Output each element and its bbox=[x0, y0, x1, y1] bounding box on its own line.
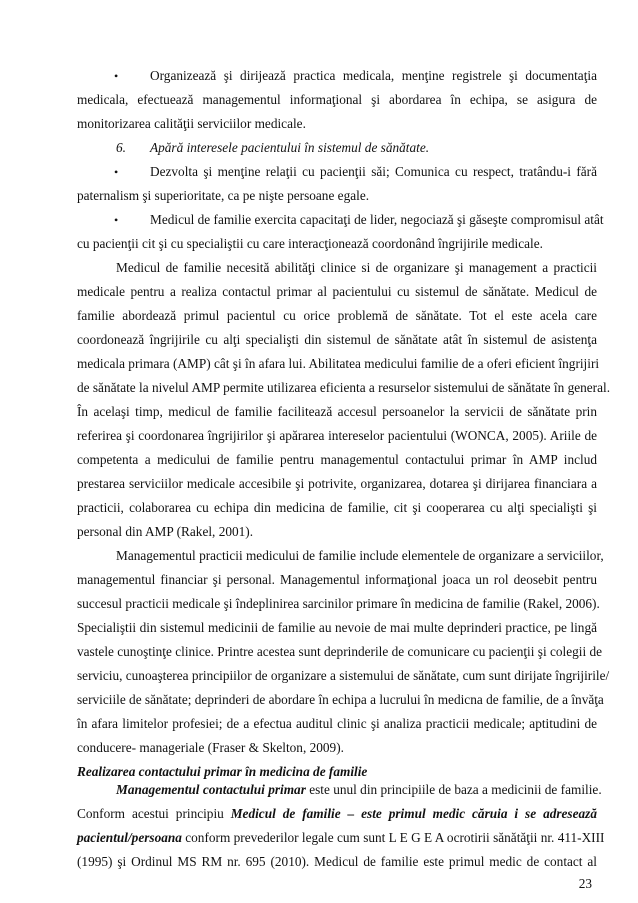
text-span: Conform acestui principiu bbox=[77, 806, 231, 821]
text-line: monitorizarea calităţii serviciilor medicale. bbox=[77, 116, 306, 131]
text-line bbox=[77, 806, 597, 822]
text-span: este unul din principiile de baza a medicinii de familie. bbox=[305, 782, 602, 797]
emphasis-term: Medicul de familie – este primul medic căruia i se adresează bbox=[230, 806, 597, 821]
text-line: practicii, colaborarea cu echipa din medicina de familie, cit şi cooperarea cu alţi specialişti şi bbox=[77, 500, 597, 515]
text-line: Apără interesele pacientului în sistemul de sănătate. bbox=[150, 140, 430, 155]
text-line: (1995) şi Ordinul MS RM nr. 695 (2010). Medicul de familie este primul medic de contact al bbox=[77, 854, 597, 869]
text-line: Managementul practicii medicului de familie include elementele de organizare a serviciilor, bbox=[116, 548, 604, 563]
text-line: în afara limitelor profesiei; de a efectua auditul clinic şi analiza practicii medicale; aptitudini de bbox=[77, 716, 597, 731]
text-line: familie abordează primul pacientul cu orice problemă de sănătate. Tot el este acela care bbox=[77, 308, 597, 323]
text-line: referirea şi coordonarea îngrijirilor şi apărarea intereselor pacientului (WONCA, 2005). Ariile de bbox=[77, 428, 597, 443]
text-line: paternalism şi superioritate, ca pe nişte persoane egale. bbox=[77, 188, 370, 203]
item-number: 6. bbox=[116, 140, 126, 155]
text-line: serviciile de sănătate; deprinderi de abordare în echipa a lucrului în medicna de familie, de a învăţa bbox=[77, 692, 604, 707]
section-heading: Realizarea contactului primar în medicina de familie bbox=[77, 764, 368, 779]
text-line: cu pacienţii cit şi cu specialiştii cu care interacţionează coordonând îngrijirile medicale. bbox=[77, 236, 543, 251]
text-line bbox=[116, 782, 602, 798]
text-line: medicala, efectuează managementul informaţional şi abordarea în echipa, se asigura de bbox=[77, 92, 597, 107]
text-line: serviciu, cunoaşterea principiilor de organizare a sistemului de sănătate, cum sunt dirijate îngrijirile/ bbox=[77, 668, 610, 683]
text-line: conducere- manageriale (Fraser & Skelton, 2009). bbox=[77, 740, 344, 755]
text-line: medicala primara (AMP) cât şi în afara lui. Abilitatea medicului familie de a oferi eficient îngrijiri bbox=[77, 356, 600, 371]
bullet: • bbox=[114, 213, 119, 227]
bullet: • bbox=[114, 69, 119, 83]
text-line: Dezvolta şi menţine relaţii cu pacienţii săi; Comunica cu respect, tratându-i fără bbox=[150, 164, 597, 179]
page-number: 23 bbox=[578, 876, 592, 891]
emphasis-term: Managementul contactului primar bbox=[116, 782, 306, 797]
text-line: Organizează şi dirijează practica medicala, menţine registrele şi documentaţia bbox=[150, 68, 597, 83]
text-line: prestarea serviciilor medicale accesibile şi potrivite, organizarea, dotarea şi dirijarea financiara a bbox=[77, 476, 597, 491]
text-line: medicale pentru a realiza contactul primar al pacientului cu sistemul de sănătate. Medicul de bbox=[77, 284, 597, 299]
text-line: În acelaşi timp, medicul de familie facilitează accesul persoanelor la servicii de sănătate prin bbox=[77, 404, 597, 419]
text-line: vastele cunoştinţe clinice. Printre acestea sunt deprinderile de comunicare cu pacienţii şi colegii de bbox=[77, 644, 603, 659]
text-line: Medicul de familie necesită abilităţi clinice si de organizare şi management a practicii bbox=[116, 260, 597, 275]
text-line: Specialiştii din sistemul medicinii de familie au nevoie de mai multe deprinderi practice, pe lingă bbox=[77, 620, 597, 635]
text-line: succesul practicii medicale şi îndeplinirea sarcinilor primare în medicina de familie (Rakel, 2006). bbox=[77, 596, 600, 611]
text-line: Medicul de familie exercita capacitaţi de lider, negociază şi găseşte compromisul atât bbox=[150, 212, 604, 227]
text-line: personal din AMP (Rakel, 2001). bbox=[77, 524, 254, 539]
text-span: conform prevederilor legale cum sunt L E G E A ocrotirii sănătăţii nr. 411-XIII bbox=[181, 830, 605, 845]
bullet: • bbox=[114, 165, 119, 179]
text-line: coordonează îngrijirile cu alţi specialişti din sistemul de sănătate atât în sistemul de asistenţa bbox=[77, 332, 597, 347]
text-line: de sănătate la nivelul AMP permite utilizarea eficienta a resurselor sistemului de sănătate în general. bbox=[77, 380, 611, 395]
emphasis-term: pacientul/persoana bbox=[77, 830, 182, 845]
text-line: competenta a medicului de familie pentru managementul contactului primar în AMP includ bbox=[77, 452, 597, 467]
text-line bbox=[77, 830, 605, 846]
text-line: managementul financiar şi personal. Managementul informaţional joaca un rol deosebit pentru bbox=[77, 572, 597, 587]
